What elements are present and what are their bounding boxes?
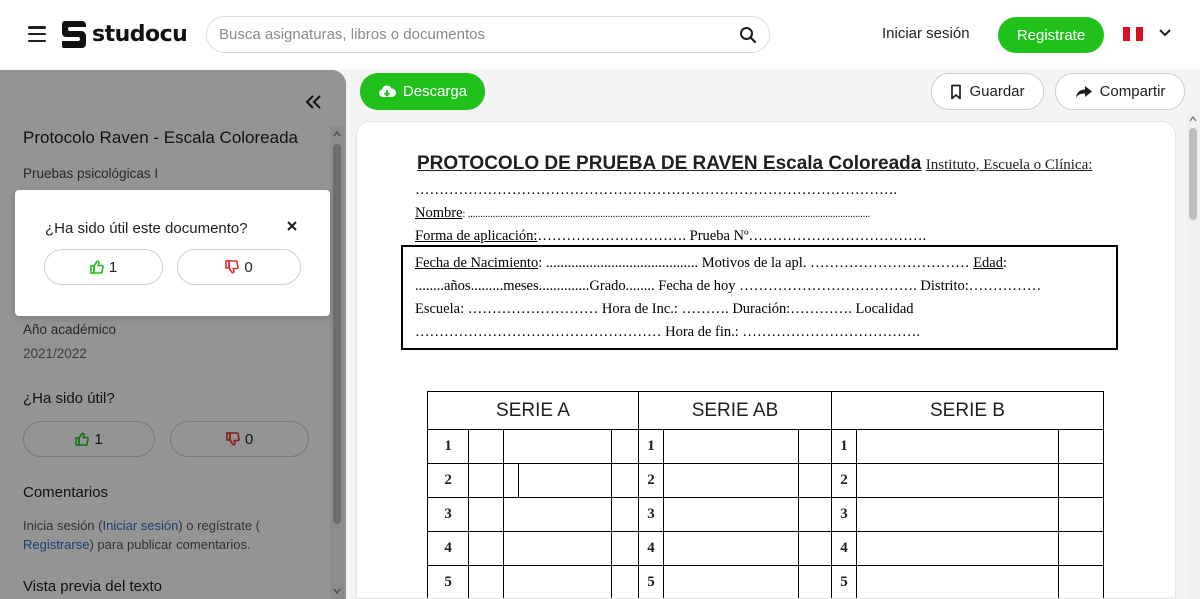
row-number: 3 [639,498,664,532]
institution-dots: ………………………………………………………………………………………. [415,182,898,198]
main-scrollbar[interactable] [1186,112,1200,599]
download-button[interactable] [360,73,485,110]
thumbs-down-icon [225,260,239,274]
answer-cell [504,498,612,532]
answer-cell [1059,566,1104,599]
like-button[interactable] [23,421,155,457]
answer-cell [664,566,799,599]
serie-a-header: SERIE A [428,392,639,430]
age-grade-line: ........años.........meses..............Grado........ Fecha de hoy ………………………………. Distrito:…………… [415,278,1042,294]
answer-cell [664,430,799,464]
document-title: Protocolo Raven - Escala Coloreada [23,128,298,147]
row-number: 5 [639,566,664,599]
answer-cell [1059,498,1104,532]
comments-login-link[interactable]: Iniciar sesión [102,518,179,533]
share-arrow-icon [1075,85,1093,99]
institution-label: Instituto, Escuela o Clínica: [925,157,1093,173]
sidebar-scroll-thumb[interactable] [333,144,341,524]
name-dots: : ................................................................................................................................................................. [462,209,871,220]
answer-cell [504,464,519,498]
answer-cell [799,498,832,532]
protocol-title: PROTOCOLO DE PRUEBA DE RAVEN Escala Coloreada [417,153,922,174]
application-label: Forma de aplicación: [415,228,538,244]
popup-dislike-count: 0 [244,258,253,276]
cloud-download-icon [378,84,396,100]
menu-icon[interactable] [28,26,46,42]
answer-cell [504,430,612,464]
comments-text-part: ) o regístrate ( [178,518,260,533]
answer-cell [857,532,1059,566]
sidebar-scrollbar[interactable] [330,126,344,599]
popup-dislike-button[interactable] [177,249,301,285]
scroll-up-icon[interactable] [333,130,341,138]
answer-cell [664,532,799,566]
row-number: 1 [832,430,857,464]
age-rest: : [1003,255,1008,271]
course-link[interactable]: Pruebas psicológicas I [23,166,159,181]
save-label: Guardar [969,83,1025,100]
birthdate-rest: : .......................................... Motivos de la apl. …………………………… [538,255,974,271]
application-rest: …………………………. Prueba Nº………………………………. [537,228,927,244]
row-number: 3 [428,498,469,532]
table-row [428,430,1104,464]
school-line: Escuela: ……………………… Hora de Inc.: ………. Duración:…………. Localidad [415,301,914,317]
answer-cell [857,566,1059,599]
row-number: 4 [832,532,857,566]
answer-cell [799,532,832,566]
serie-ab-header: SERIE AB [639,392,832,430]
document-page [356,121,1176,599]
answer-cell [611,498,638,532]
serie-b-header: SERIE B [832,392,1104,430]
logo-text: studocu [92,21,188,47]
academic-year-label: Año académico [23,322,117,337]
bookmark-icon [950,84,962,100]
popup-like-button[interactable] [44,249,163,285]
row-number: 4 [639,532,664,566]
dislike-count: 0 [244,430,254,448]
search-input[interactable] [219,26,739,43]
answer-cell [469,566,504,599]
studocu-logo[interactable] [60,18,187,50]
answer-cell [664,464,799,498]
answer-cell [1059,532,1104,566]
comments-register-link[interactable]: Registrarse [23,537,90,552]
academic-year-value: 2021/2022 [23,346,87,361]
answer-cell [611,566,638,599]
answer-cell [611,532,638,566]
register-button[interactable]: Registrate [998,17,1104,53]
series-table [427,391,1104,599]
share-button[interactable] [1055,73,1185,110]
scroll-up-icon[interactable] [1189,115,1197,123]
answer-cell [611,430,638,464]
row-number: 5 [428,566,469,599]
birthdate-line [415,255,1007,272]
top-header [0,0,1200,69]
table-row [428,464,1104,498]
series-header-row [428,392,1104,430]
answer-cell [857,464,1059,498]
scroll-down-icon[interactable] [333,587,341,595]
comments-text-part: Inicia sesión ( [23,518,103,533]
search-icon[interactable] [739,26,757,44]
collapse-sidebar-icon[interactable] [304,94,324,110]
feedback-popup [15,190,330,316]
row-number: 2 [639,464,664,498]
save-button[interactable] [931,73,1044,110]
table-row [428,532,1104,566]
close-icon[interactable] [285,219,299,233]
end-time-line: …………………………………………… Hora de fin.: ………………………………. [415,324,921,340]
download-label: Descarga [402,83,468,100]
thumbs-down-icon [226,432,240,446]
name-line [415,205,870,222]
chevron-down-icon[interactable] [1158,28,1172,38]
answer-cell [469,532,504,566]
answer-cell [469,430,504,464]
peru-flag-icon[interactable] [1123,27,1143,41]
popup-question: ¿Ha sido útil este documento? [45,220,248,237]
row-number: 2 [832,464,857,498]
document-sidebar [0,70,346,599]
row-number: 5 [832,566,857,599]
row-number: 4 [428,532,469,566]
share-label: Compartir [1099,83,1166,100]
answer-cell [519,464,611,498]
text-preview-label: Vista previa del texto [23,578,162,595]
login-link[interactable]: Iniciar sesión [882,25,970,42]
studocu-logo-icon [60,19,88,49]
document-heading [417,153,1092,175]
thumbs-up-icon [90,260,104,274]
like-count: 1 [94,430,103,448]
dislike-button[interactable] [170,421,309,457]
row-number: 2 [428,464,469,498]
answer-cell [1059,430,1104,464]
table-row [428,498,1104,532]
answer-cell [469,464,504,498]
row-number: 1 [639,430,664,464]
row-number: 3 [832,498,857,532]
answer-cell [469,498,504,532]
comments-login-prompt [23,516,313,554]
popup-like-count: 1 [108,258,118,276]
answer-cell [799,566,832,599]
row-number: 1 [428,430,469,464]
application-line [415,228,926,245]
answer-cell [504,532,612,566]
birthdate-label: Fecha de Nacimiento [415,255,539,271]
age-label: Edad [973,255,1003,271]
comments-text-part: ) para publicar comentarios. [89,537,251,552]
answer-cell [799,464,832,498]
answer-cell [799,430,832,464]
comments-label: Comentarios [23,484,109,501]
name-label: Nombre [415,205,463,221]
answer-cell [1059,464,1104,498]
answer-cell [611,464,638,498]
answer-cell [664,498,799,532]
useful-label: ¿Ha sido útil? [23,390,115,407]
thumbs-up-icon [75,432,89,446]
answer-cell [857,430,1059,464]
answer-cell [504,566,612,599]
main-scroll-thumb[interactable] [1189,128,1197,220]
answer-cell [857,498,1059,532]
search-bar[interactable] [206,16,770,53]
table-row [428,566,1104,599]
